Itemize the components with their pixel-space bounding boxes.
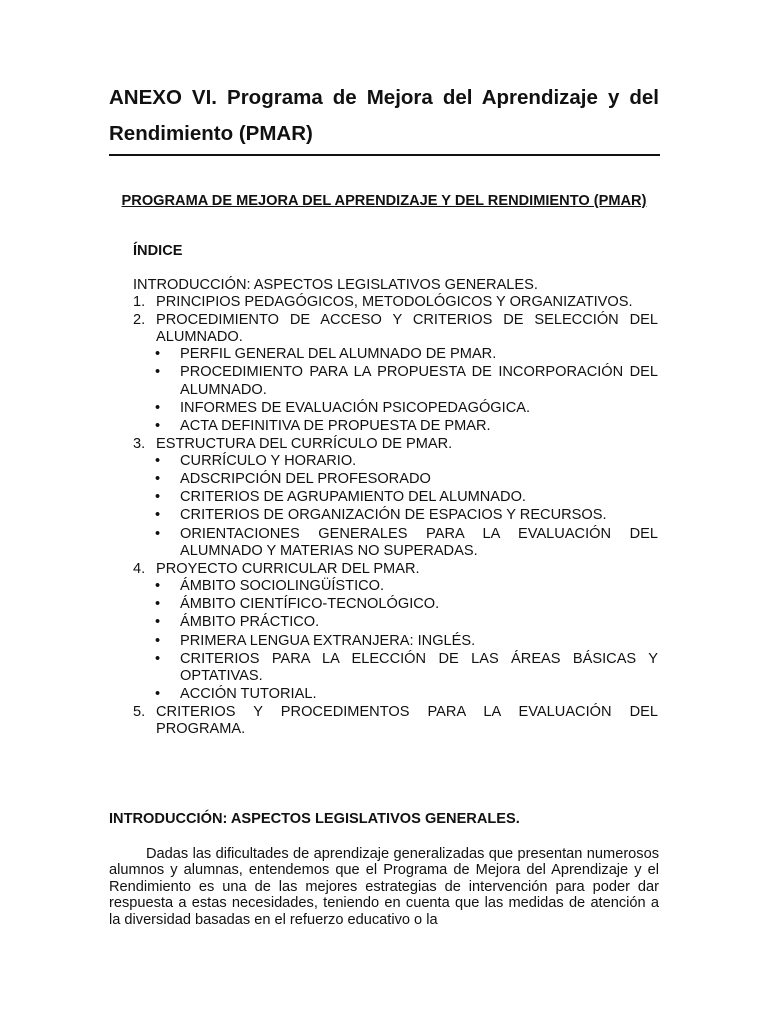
- toc-subitem: • PRIMERA LENGUA EXTRANJERA: INGLÉS.: [155, 632, 476, 649]
- toc-section-5: [133, 704, 658, 739]
- document-title: ANEXO VI. Programa de Mejora del Aprendizaje y del Rendimiento (PMAR): [109, 86, 659, 145]
- toc-subitem: • CRITERIOS DE AGRUPAMIENTO DEL ALUMNADO.: [155, 489, 526, 506]
- bullet-icon: •: [155, 471, 161, 488]
- toc-subitem: • INFORMES DE EVALUACIÓN PSICOPEDAGÓGICA.: [155, 399, 531, 416]
- toc-subitem: • ÁMBITO CIENTÍFICO-TECNOLÓGICO.: [155, 596, 440, 613]
- bullet-icon: •: [155, 489, 161, 506]
- toc-subitems-2: [133, 346, 658, 435]
- bullet-icon: •: [155, 507, 161, 524]
- toc-section-number: 3.: [133, 435, 146, 452]
- toc-subitem: • PROCEDIMIENTO PARA LA PROPUESTA DE INCORPORACIÓN DEL ALUMNADO.: [155, 364, 658, 398]
- toc-section-text: ESTRUCTURA DEL CURRÍCULO DE PMAR.: [156, 435, 453, 452]
- toc-section-text: PRINCIPIOS PEDAGÓGICOS, METODOLÓGICOS Y ORGANIZATIVOS.: [156, 294, 633, 311]
- toc-section-list: [133, 294, 658, 738]
- toc-section-3: [133, 436, 658, 453]
- toc-subitem: • CRITERIOS PARA LA ELECCIÓN DE LAS ÁREAS BÁSICAS Y OPTATIVAS.: [155, 650, 658, 684]
- bullet-icon: •: [155, 596, 161, 613]
- title-divider: [109, 154, 660, 156]
- toc-subitems-3: [133, 453, 658, 560]
- toc-subitem: • PERFIL GENERAL DEL ALUMNADO DE PMAR.: [155, 346, 497, 363]
- bullet-icon: •: [155, 578, 161, 595]
- toc-subitem: • ÁMBITO SOCIOLINGÜÍSTICO.: [155, 578, 385, 595]
- bullet-icon: •: [155, 525, 161, 542]
- bullet-icon: •: [155, 614, 161, 631]
- bullet-icon: •: [155, 632, 161, 649]
- bullet-icon: •: [155, 364, 161, 381]
- toc-subitem: • ADSCRIPCIÓN DEL PROFESORADO: [155, 471, 431, 488]
- toc-subitem: • ACTA DEFINITIVA DE PROPUESTA DE PMAR.: [155, 417, 491, 434]
- bullet-icon: •: [155, 453, 161, 470]
- bullet-icon: •: [155, 417, 161, 434]
- toc-subitem: • CRITERIOS DE ORGANIZACIÓN DE ESPACIOS Y RECURSOS.: [155, 507, 607, 524]
- bullet-icon: •: [155, 650, 161, 667]
- toc-subitem: • ÁMBITO PRÁCTICO.: [155, 614, 320, 631]
- toc-section-number: 2.: [133, 311, 146, 328]
- bullet-icon: •: [155, 346, 161, 363]
- toc-section-2: [133, 312, 658, 347]
- intro-heading: INTRODUCCIÓN: ASPECTOS LEGISLATIVOS GENERALES.: [109, 811, 520, 827]
- toc-section-4: [133, 561, 658, 578]
- toc-section-number: 5.: [133, 704, 146, 721]
- toc-intro: INTRODUCCIÓN: ASPECTOS LEGISLATIVOS GENERALES.: [133, 277, 538, 293]
- bullet-icon: •: [155, 399, 161, 416]
- toc-subitems-4: [133, 578, 658, 703]
- program-title: PROGRAMA DE MEJORA DEL APRENDIZAJE Y DEL RENDIMIENTO (PMAR): [121, 193, 647, 209]
- intro-paragraph: Dadas las dificultades de aprendizaje generalizadas que presentan numerosos alumnos y alumnas, entendemos que el Programa de Mejora del Aprendizaje y el Rendimiento es una de las mejores estrategias de intervención para poder dar respuesta a estas necesidades, teniendo en cuenta que las medidas de atención a la diversidad basadas en el refuerzo educativo o la: [109, 846, 659, 928]
- toc-section-text: PROCEDIMIENTO DE ACCESO Y CRITERIOS DE SELECCIÓN DEL ALUMNADO.: [156, 311, 658, 345]
- toc-section-number: 1.: [133, 294, 146, 311]
- toc-subitem: • ORIENTACIONES GENERALES PARA LA EVALUACIÓN DEL ALUMNADO Y MATERIAS NO SUPERADAS.: [155, 525, 658, 559]
- index-label: ÍNDICE: [133, 243, 183, 259]
- toc-section-text: CRITERIOS Y PROCEDIMENTOS PARA LA EVALUACIÓN DEL PROGRAMA.: [156, 704, 658, 738]
- toc-section-1: [133, 294, 658, 311]
- toc-section-text: PROYECTO CURRICULAR DEL PMAR.: [156, 560, 420, 577]
- toc-subitem: • CURRÍCULO Y HORARIO.: [155, 453, 357, 470]
- table-of-contents: [133, 277, 658, 739]
- bullet-icon: •: [155, 685, 161, 702]
- toc-section-number: 4.: [133, 560, 146, 577]
- toc-subitem: • ACCIÓN TUTORIAL.: [155, 685, 317, 702]
